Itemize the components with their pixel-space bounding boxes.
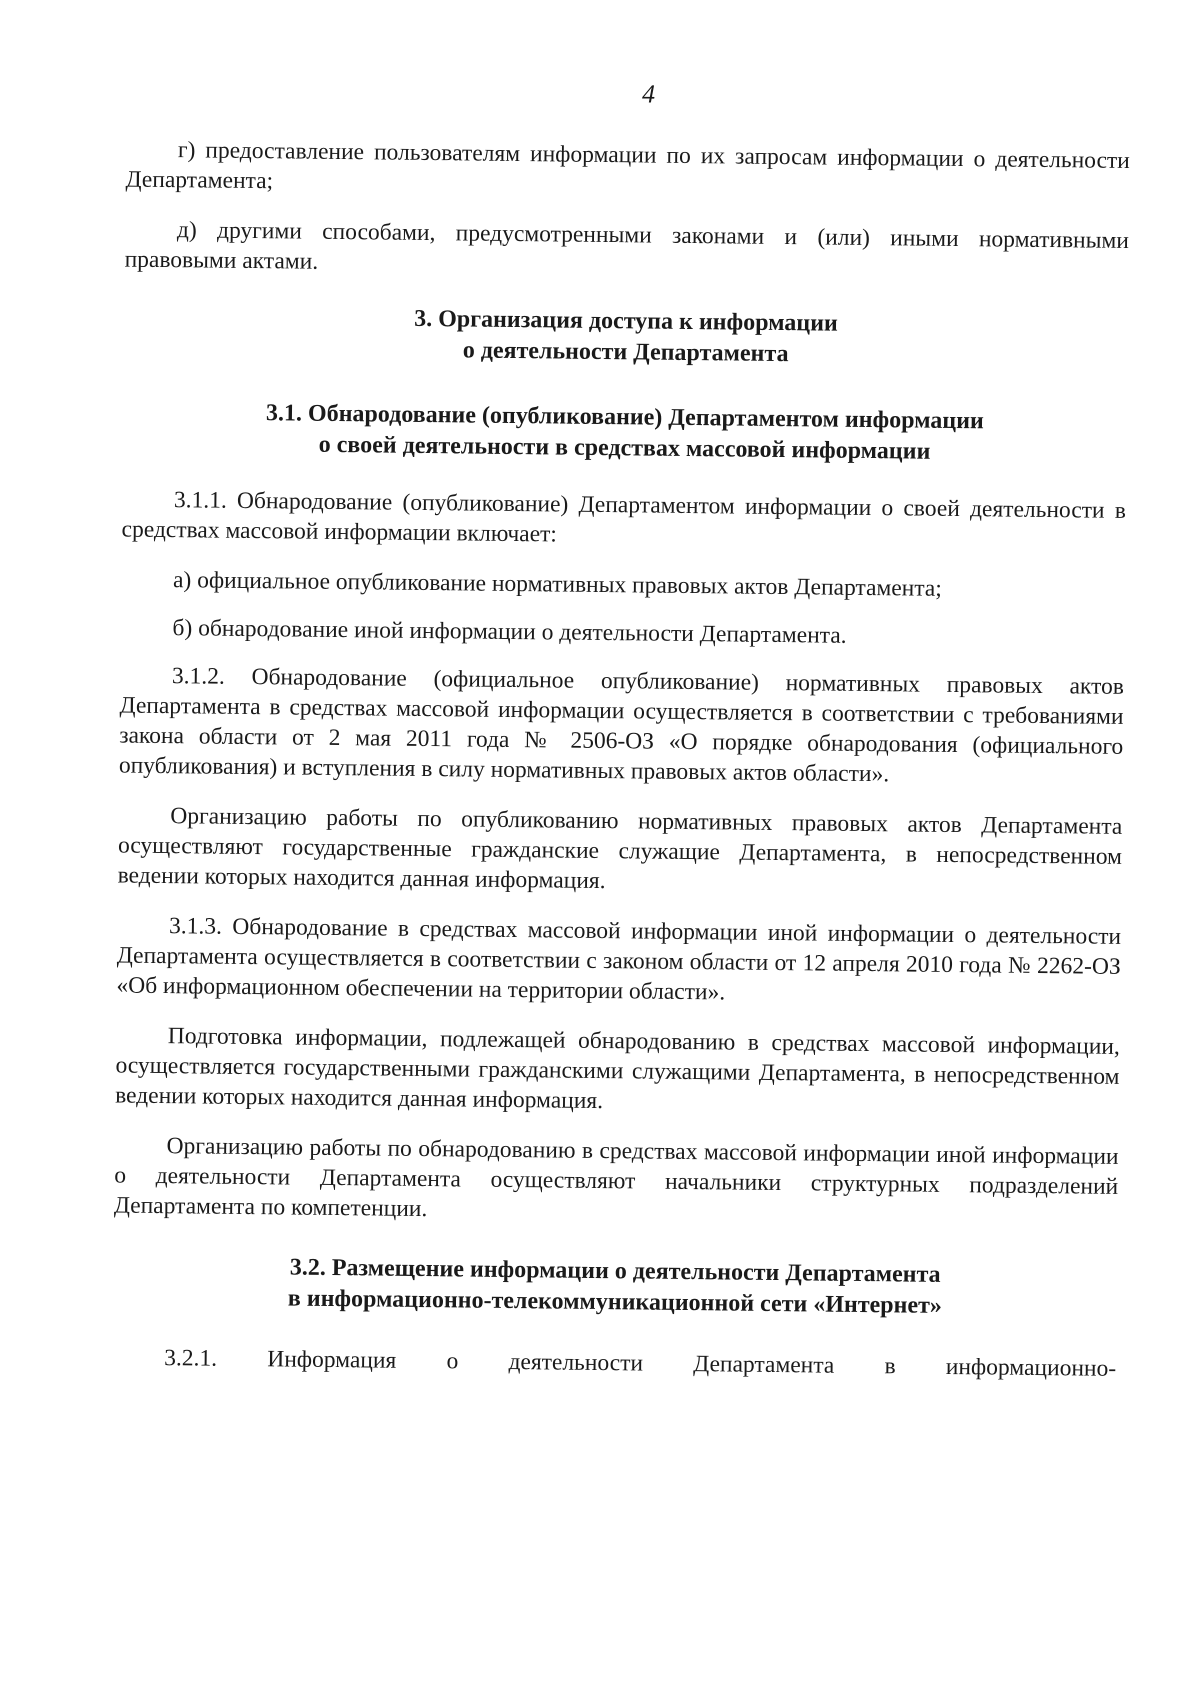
section-3-1-heading-line2: о своей деятельности в средствах массовой информации: [318, 431, 931, 465]
paragraph-3-1-1: 3.1.1. Обнародование (опубликование) Департаментом информации о своей деятельности в средствах массовой информации включает:: [121, 487, 1127, 548]
paragraph-3-1-3-preparation: Подготовка информации, подлежащей обнародованию в средствах массовой информации, осуществляется государственными гражданскими служащими Департамента, в непосредственном ведении которых находится данная информация.: [115, 1023, 1120, 1115]
section-3-2-heading-line2: в информационно-телекоммуникационной сети «Интернет»: [287, 1285, 943, 1319]
section-3-2-heading-line1: 3.2. Размещение информации о деятельности Департамента: [289, 1254, 941, 1288]
section-3-heading-line2: о деятельности Департамента: [462, 337, 789, 368]
section-3-2-heading: [113, 1251, 1118, 1324]
paragraph-3-1-3: 3.1.3. Обнародование в средствах массовой информации иной информации о деятельности Департамента осуществляется в соответствии с законом области от 12 апреля 2010 года № 2262-ОЗ «Об информационном обеспечении на территории области».: [116, 913, 1122, 1006]
section-3-1-heading: [122, 397, 1127, 470]
paragraph-3-1-3-organization: Организацию работы по обнародованию в средствах массовой информации иной информации о деятельности Департамента осуществляют начальники структурных подразделений Департамента по компетенции.: [113, 1133, 1119, 1223]
paragraph-3-1-2: 3.1.2. Обнародование (официальное опубликование) нормативных правовых актов Департамента в средствах массовой информации осуществляется в соответствии с требованиями закона области от 2 мая 2011 года № 2506-ОЗ «О порядке обнародования (официального опубликования) и вступления в силу нормативных правовых актов области».: [118, 663, 1125, 788]
paragraph-item-g: г) предоставление пользователям информации по их запросам информации о деятельности Департамента;: [125, 137, 1130, 195]
section-3-heading: [123, 301, 1128, 374]
section-3-heading-line1: 3. Организация доступа к информации: [414, 305, 838, 337]
paragraph-item-a: а) официальное опубликование нормативных правовых актов Департамента;: [172, 567, 942, 602]
paragraph-item-b: б) обнародование иной информации о деятельности Департамента.: [172, 615, 847, 649]
page-number: 4: [641, 79, 656, 109]
paragraph-3-2-1: 3.2.1. Информация о деятельности Департамента в информационно-: [164, 1345, 1117, 1382]
paragraph-3-1-2-organization: Организацию работы по опубликованию нормативных правовых актов Департамента осуществляют государственные гражданские служащие Департамента, в непосредственном ведении которых находится данная информация.: [117, 803, 1123, 895]
paragraph-item-d: д) другими способами, предусмотренными законами и (или) иными нормативными правовыми актами.: [124, 217, 1130, 275]
section-3-1-heading-line1: 3.1. Обнародование (опубликование) Департаментом информации: [265, 400, 984, 435]
